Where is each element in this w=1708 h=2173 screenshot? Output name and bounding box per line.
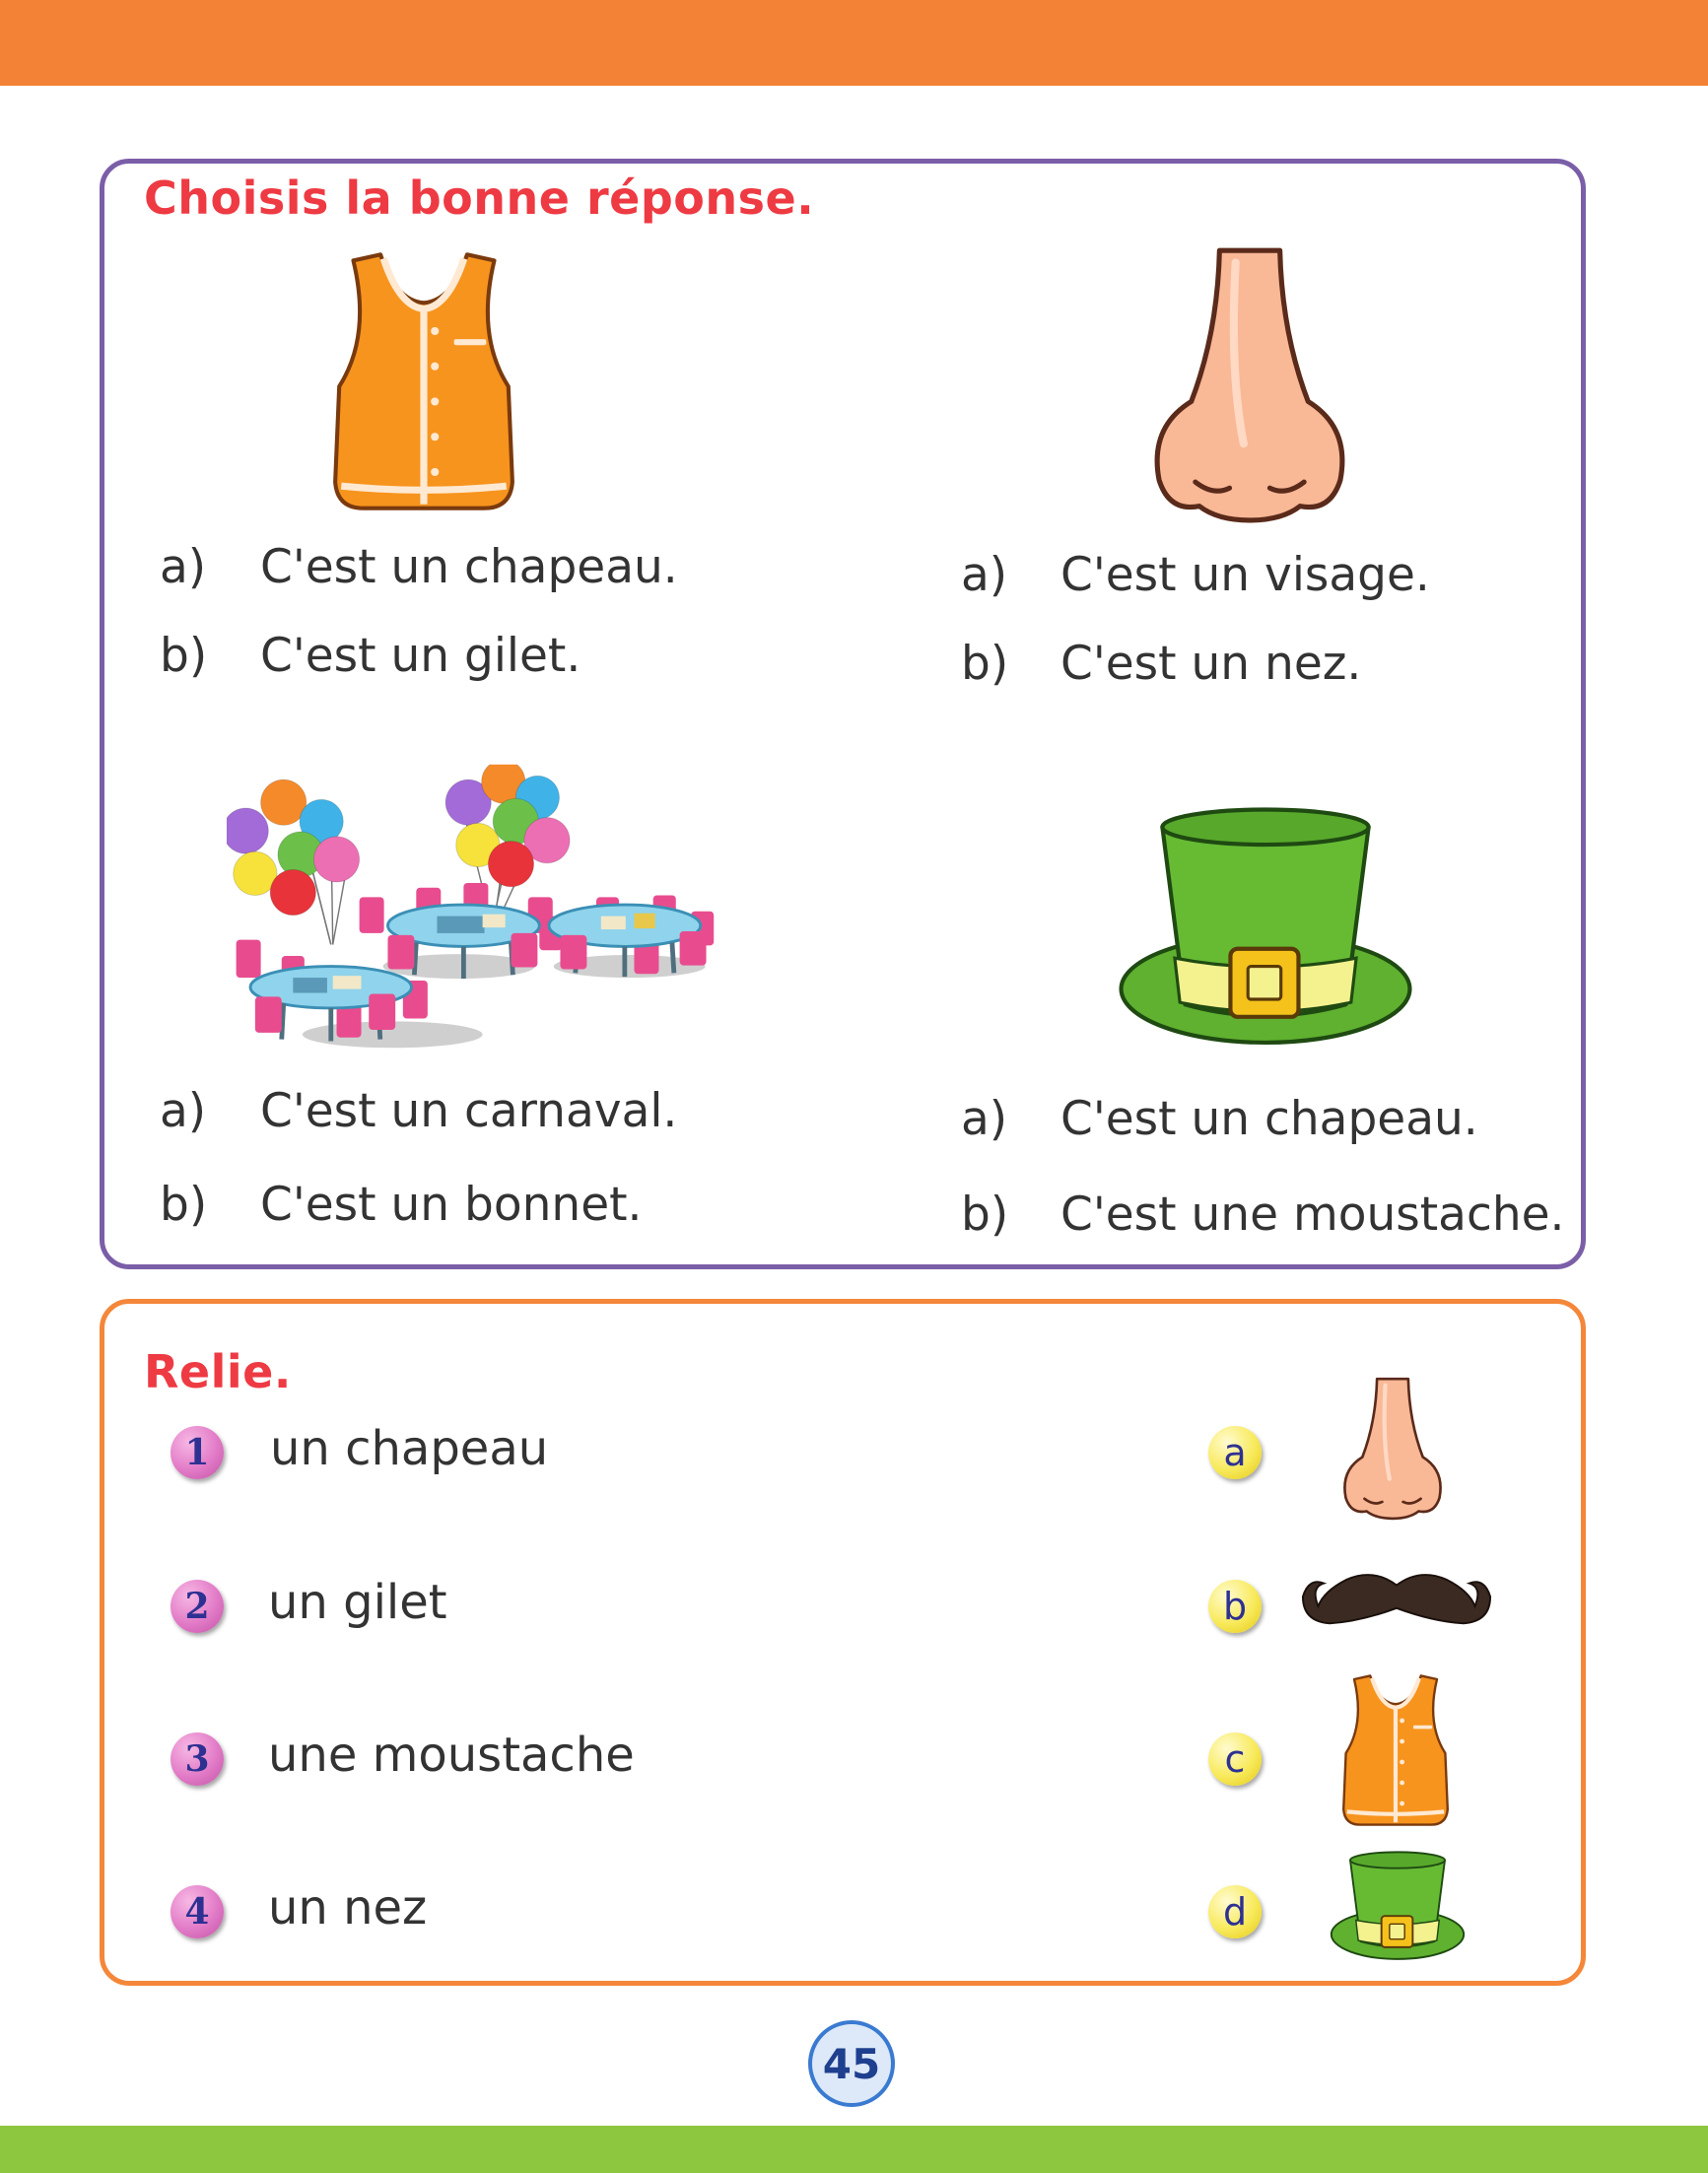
nose-icon[interactable] xyxy=(1329,1375,1457,1521)
option-text[interactable]: C'est un carnaval. xyxy=(260,1084,678,1138)
option-letter[interactable]: b) xyxy=(160,1178,208,1232)
number-badge: 2 xyxy=(171,1580,224,1633)
option-letter[interactable]: a) xyxy=(160,1084,207,1138)
vest-icon[interactable] xyxy=(1331,1667,1461,1833)
vest-icon xyxy=(320,240,527,522)
page-number: 45 xyxy=(808,2020,895,2107)
option-letter[interactable]: a) xyxy=(961,1092,1008,1146)
party-tables-icon xyxy=(227,764,719,1050)
number-badge: 1 xyxy=(171,1426,224,1479)
letter-badge: d xyxy=(1208,1885,1262,1938)
option-text[interactable]: C'est un gilet. xyxy=(260,629,581,683)
letter-badge: a xyxy=(1208,1426,1262,1479)
option-text[interactable]: C'est un chapeau. xyxy=(260,540,678,594)
match-word[interactable]: un nez xyxy=(268,1880,428,1935)
nose-icon xyxy=(1131,242,1368,524)
choose-heading: Choisis la bonne réponse. xyxy=(144,171,815,225)
letter-badge: c xyxy=(1208,1732,1262,1786)
number-badge: 3 xyxy=(171,1732,224,1786)
top-hat-icon xyxy=(1109,798,1422,1066)
match-word[interactable]: un chapeau xyxy=(270,1421,549,1476)
header-band xyxy=(0,0,1708,86)
option-letter[interactable]: b) xyxy=(961,637,1009,691)
option-text[interactable]: C'est une moustache. xyxy=(1060,1188,1565,1242)
option-text[interactable]: C'est un nez. xyxy=(1060,637,1362,691)
option-text[interactable]: C'est un bonnet. xyxy=(260,1178,643,1232)
number-badge: 4 xyxy=(171,1885,224,1938)
option-letter[interactable]: a) xyxy=(961,548,1008,602)
match-word[interactable]: une moustache xyxy=(268,1728,635,1783)
moustache-icon[interactable] xyxy=(1301,1564,1492,1641)
option-letter[interactable]: a) xyxy=(160,540,207,594)
letter-badge: b xyxy=(1208,1580,1262,1633)
top-hat-icon[interactable] xyxy=(1327,1846,1469,1971)
footer-band xyxy=(0,2126,1708,2173)
match-heading: Relie. xyxy=(144,1345,292,1398)
option-letter[interactable]: b) xyxy=(961,1188,1009,1242)
option-text[interactable]: C'est un visage. xyxy=(1060,548,1430,602)
option-letter[interactable]: b) xyxy=(160,629,208,683)
option-text[interactable]: C'est un chapeau. xyxy=(1060,1092,1478,1146)
match-word[interactable]: un gilet xyxy=(268,1575,447,1630)
